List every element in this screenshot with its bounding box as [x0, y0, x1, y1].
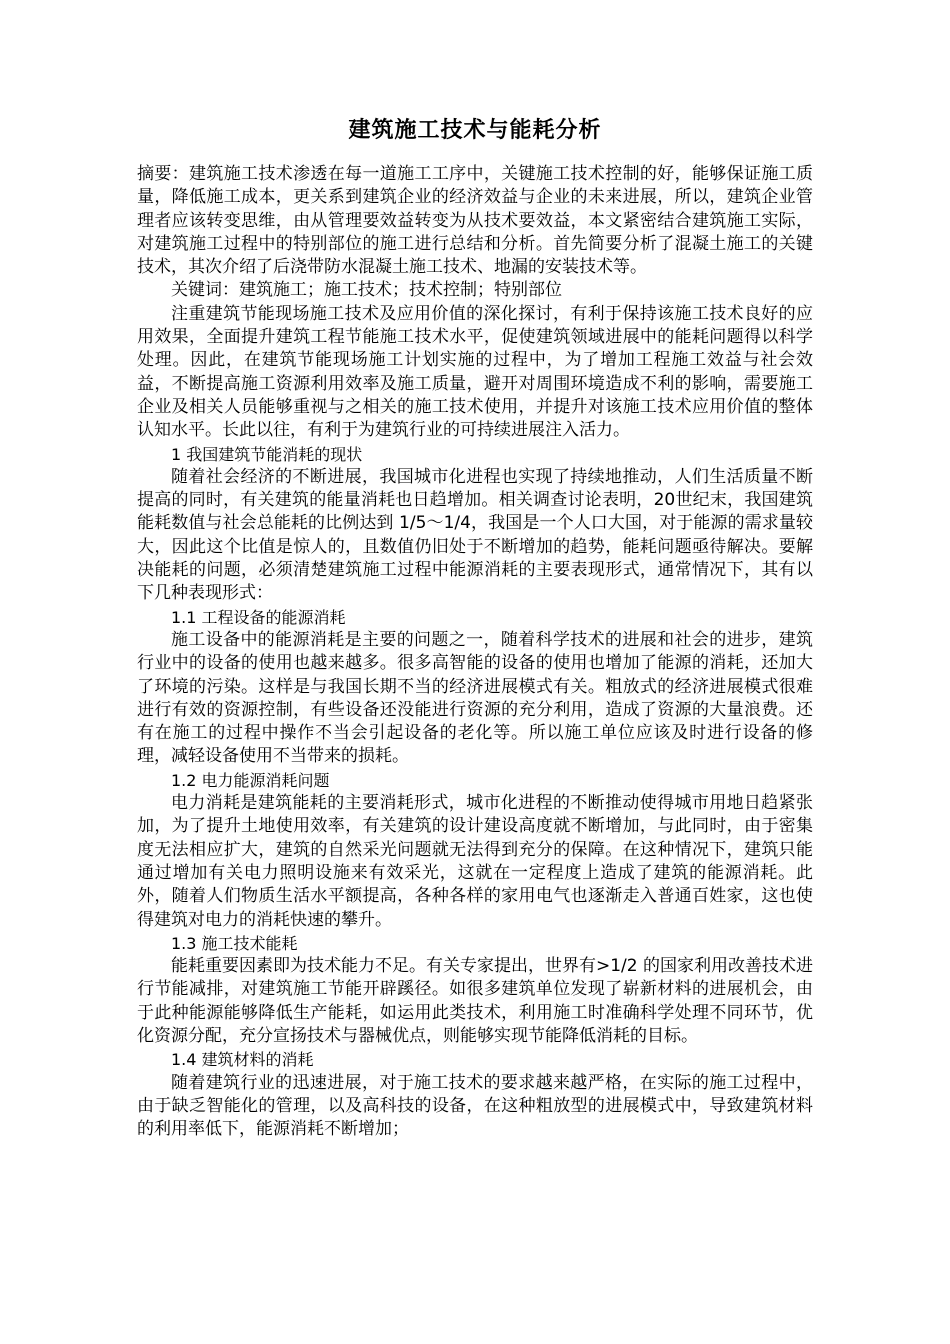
- document-body: [137, 163, 813, 1141]
- section-1-4-paragraph: 随着建筑行业的迅速进展，对于施工技术的要求越来越严格，在实际的施工过程中，由于缺乏智能化的管理，以及高科技的设备，在这种粗放型的进展模式中，导致建筑材料的利用率低下，能源消耗不断增加；: [137, 1072, 813, 1140]
- document-title: 建筑施工技术与能耗分析: [348, 118, 602, 143]
- section-1-paragraph: 随着社会经济的不断进展，我国城市化进程也实现了持续地推动，人们生活质量不断提高的同时，有关建筑的能量消耗也日趋增加。相关调查讨论表明，20世纪末，我国建筑能耗数值与社会总能耗的比例达到 1/5～1/4，我国是一个人口大国，对于能源的需求量较大，因此这个比值是惊人的，且数值仍旧处于不断增加的趋势，能耗问题亟待解决。要解决能耗的问题，必须清楚建筑施工过程中能源消耗的主要表现形式，通常情况下，其有以下几种表现形式：: [137, 466, 813, 604]
- section-1-2-paragraph: 电力消耗是建筑能耗的主要消耗形式，城市化进程的不断推动使得城市用地日趋紧张加，为了提升土地使用效率，有关建筑的设计建设高度就不断增加，与此同时，由于密集度无法相应扩大，建筑的自然采光问题就无法得到充分的保障。在这种情况下，建筑只能通过增加有关电力照明设施来有效采光，这就在一定程度上造成了建筑的能源消耗。此外，随着人们物质生活水平额提高，各种各样的家用电气也逐渐走入普通百姓家，这也使得建筑对电力的消耗快速的攀升。: [137, 793, 813, 930]
- section-1-1-paragraph: 施工设备中的能源消耗是主要的问题之一，随着科学技术的进展和社会的进步，建筑行业中的设备的使用也越来越多。很多高智能的设备的使用也增加了能源的消耗，还加大了环境的污染。这样是与我国长期不当的经济进展模式有关。粗放式的经济进展模式很难进行有效的资源控制，有些设备还没能进行资源的充分利用，造成了资源的大量浪费。还有在施工的过程中操作不当会引起设备的老化等。所以施工单位应该及时进行设备的修理，减轻设备使用不当带来的损耗。: [137, 629, 813, 767]
- intro-paragraph: 注重建筑节能现场施工技术及应用价值的深化探讨，有利于保持该施工技术良好的应用效果，全面提升建筑工程节能施工技术水平，促使建筑领域进展中的能耗问题得以科学处理。因此，在建筑节能现场施工计划实施的过程中，为了增加工程施工效益与社会效益，不断提高施工资源利用效率及施工质量，避开对周围环境造成不利的影响，需要施工企业及相关人员能够重视与之相关的施工技术使用，并提升对该施工技术应用价值的整体认知水平。长此以往，有利于为建筑行业的可持续进展注入活力。: [137, 303, 813, 441]
- abstract-paragraph: 摘要：建筑施工技术渗透在每一道施工工序中，关键施工技术控制的好，能够保证施工质量，降低施工成本，更关系到建筑企业的经济效益与企业的未来进展，所以，建筑企业管理者应该转变思维，由从管理要效益转变为从技术要效益，本文紧密结合建筑施工实际，对建筑施工过程中的特别部位的施工进行总结和分析。首先简要分析了混凝土施工的关键技术，其次介绍了后浇带防水混凝土施工技术、地漏的安装技术等。: [137, 164, 813, 278]
- keywords-paragraph: 关键词：建筑施工；施工技术；技术控制；特别部位: [171, 280, 562, 301]
- section-1-heading: 1 我国建筑节能消耗的现状: [171, 444, 363, 464]
- section-1-2-heading: 1.2 电力能源消耗问题: [171, 770, 330, 790]
- section-1-4-heading: 1.4 建筑材料的消耗: [171, 1050, 314, 1070]
- section-1-3-paragraph: 能耗重要因素即为技术能力不足。有关专家提出，世界有>1/2 的国家利用改善技术进行节能减排，对建筑施工节能开辟蹊径。如很多建筑单位发现了崭新材料的进展机会，由于此种能源能够降低生产能耗，如运用此类技术，利用施工时准确科学处理不同环节，优化资源分配，充分宣扬技术与器械优点，则能够实现节能降低消耗的目标。: [137, 956, 814, 1046]
- section-1-1-heading: 1.1 工程设备的能源消耗: [171, 607, 346, 627]
- section-1-3-heading: 1.3 施工技术能耗: [171, 933, 298, 953]
